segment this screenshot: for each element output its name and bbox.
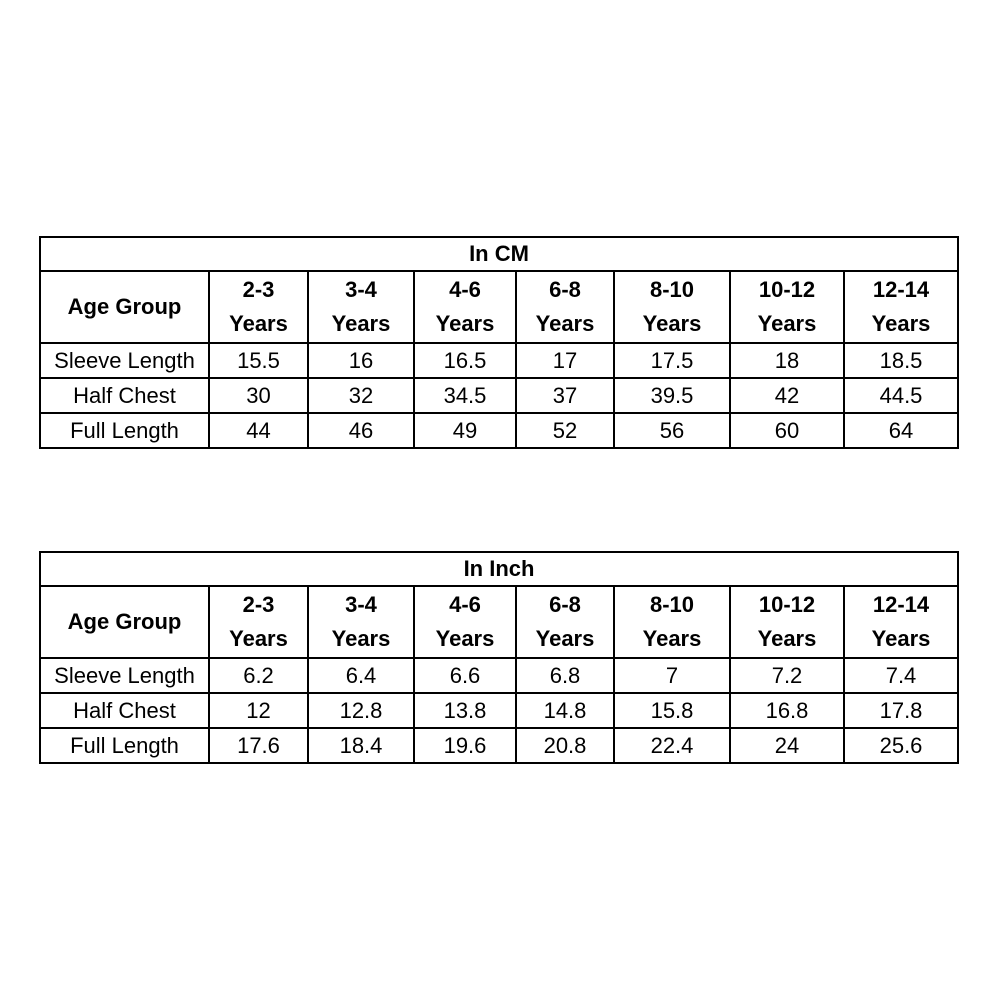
table-header-row [40,271,958,343]
table-title-row [40,552,958,586]
table-cell: 15.8 [614,693,730,728]
row-label: Full Length [40,413,209,448]
table-cell: 32 [308,378,414,413]
table-cell: 7.4 [844,658,958,693]
age-group-header: Age Group [40,271,209,343]
table-row [40,413,958,448]
table-cell: 19.6 [414,728,516,763]
table-cell: 14.8 [516,693,614,728]
table-cell: 17.5 [614,343,730,378]
table-cell: 44 [209,413,308,448]
table-cell: 6.2 [209,658,308,693]
table-cell: 24 [730,728,844,763]
table-cell: 15.5 [209,343,308,378]
table-cell: 49 [414,413,516,448]
table-header-row [40,586,958,658]
age-column-header: 10-12 Years [730,271,844,343]
age-column-header: 12-14 Years [844,271,958,343]
table-cell: 17.8 [844,693,958,728]
size-table-cm [39,236,959,449]
age-column-header: 4-6 Years [414,586,516,658]
table-cell: 39.5 [614,378,730,413]
table-cell: 12.8 [308,693,414,728]
table-cell: 7.2 [730,658,844,693]
row-label: Sleeve Length [40,343,209,378]
table-cell: 60 [730,413,844,448]
table-cell: 44.5 [844,378,958,413]
table-cell: 12 [209,693,308,728]
table-cell: 6.8 [516,658,614,693]
table-cell: 13.8 [414,693,516,728]
row-label: Full Length [40,728,209,763]
table-title-row [40,237,958,271]
table-title: In CM [40,237,958,271]
age-column-header: 2-3 Years [209,271,308,343]
table-row [40,658,958,693]
age-column-header: 2-3 Years [209,586,308,658]
size-table-inch [39,551,959,764]
table-cell: 64 [844,413,958,448]
row-label: Sleeve Length [40,658,209,693]
table-cell: 52 [516,413,614,448]
table-row [40,693,958,728]
table-cell: 22.4 [614,728,730,763]
table-cell: 30 [209,378,308,413]
table-cell: 16.5 [414,343,516,378]
age-group-header: Age Group [40,586,209,658]
table-cell: 6.6 [414,658,516,693]
table-row [40,728,958,763]
table-cell: 34.5 [414,378,516,413]
table-cell: 17.6 [209,728,308,763]
table-row [40,378,958,413]
table-cell: 46 [308,413,414,448]
age-column-header: 3-4 Years [308,586,414,658]
age-column-header: 4-6 Years [414,271,516,343]
age-column-header: 6-8 Years [516,271,614,343]
table-cell: 37 [516,378,614,413]
table-cell: 56 [614,413,730,448]
table-cell: 25.6 [844,728,958,763]
table-cell: 18.5 [844,343,958,378]
table-cell: 18.4 [308,728,414,763]
age-column-header: 12-14 Years [844,586,958,658]
age-column-header: 3-4 Years [308,271,414,343]
table-cell: 7 [614,658,730,693]
table-cell: 17 [516,343,614,378]
table-title: In Inch [40,552,958,586]
table-cell: 16.8 [730,693,844,728]
table-cell: 18 [730,343,844,378]
table-cell: 16 [308,343,414,378]
row-label: Half Chest [40,693,209,728]
age-column-header: 6-8 Years [516,586,614,658]
table-row [40,343,958,378]
table-cell: 6.4 [308,658,414,693]
row-label: Half Chest [40,378,209,413]
table-cell: 42 [730,378,844,413]
age-column-header: 8-10 Years [614,271,730,343]
age-column-header: 10-12 Years [730,586,844,658]
table-cell: 20.8 [516,728,614,763]
age-column-header: 8-10 Years [614,586,730,658]
